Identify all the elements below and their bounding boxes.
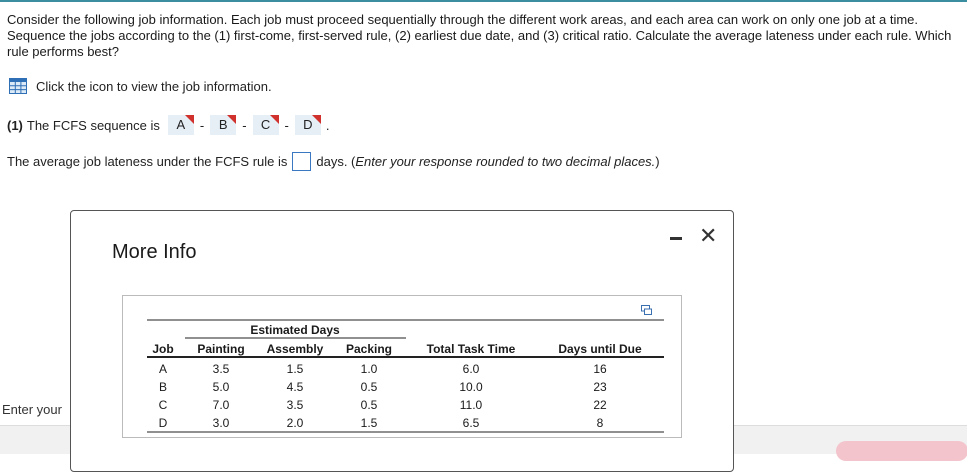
table-row: [159, 416, 604, 430]
question-text: Consider the following job information. Each job must proceed sequentially through the different work areas, and each area can work on only one job at a time. Sequence the jobs according to the (1) first-come, first-served rule, (2) earliest due date, and (3) critical ratio. Calculate the average lateness under each rule. Which rule performs best?: [7, 12, 952, 59]
dropdown-marker-icon: [312, 115, 321, 124]
table-cell: 0.5: [360, 380, 378, 394]
sequence-select-3-value: C: [260, 117, 271, 132]
table-cell: 3.5: [286, 398, 304, 412]
sequence-select-2[interactable]: [210, 115, 236, 135]
table-cell: 1.5: [286, 362, 304, 376]
job-info-link[interactable]: [9, 77, 272, 95]
table-cell: 22: [593, 398, 607, 412]
table-cell: 0.5: [360, 398, 378, 412]
footer-button[interactable]: [836, 441, 967, 461]
table-cell: 23: [593, 380, 607, 394]
fcfs-sequence-row: [7, 116, 330, 134]
dropdown-marker-icon: [185, 115, 194, 124]
table-cell: 11.0: [459, 398, 483, 412]
table-cell: 3.0: [212, 416, 230, 430]
group-header: Estimated Days: [250, 323, 340, 337]
avg-close: ): [655, 153, 660, 169]
sequence-select-1[interactable]: [168, 115, 194, 135]
column-header: Packing: [345, 342, 393, 356]
job-table-frame: [122, 295, 682, 438]
table-cell: 2.0: [286, 416, 304, 430]
column-header: Job: [152, 342, 174, 356]
part-number: (1): [7, 117, 23, 133]
column-header: Total Task Time: [426, 342, 516, 356]
sequence-select-4[interactable]: [295, 115, 321, 135]
table-cell: A: [158, 362, 168, 376]
table-cell: 3.5: [212, 362, 230, 376]
table-cell: 16: [593, 362, 607, 376]
sequence-separator: -: [284, 117, 289, 133]
table-row: [159, 380, 607, 394]
minimize-icon[interactable]: [670, 237, 682, 240]
column-header: Days until Due: [558, 342, 642, 356]
job-info-table: [123, 296, 681, 437]
dropdown-marker-icon: [227, 115, 236, 124]
answer-input[interactable]: [292, 152, 311, 171]
table-cell: 6.0: [462, 362, 480, 376]
average-lateness-row: [7, 151, 660, 171]
column-header: Painting: [197, 342, 245, 356]
table-cell: 8: [596, 416, 604, 430]
table-row: [159, 362, 607, 376]
table-cell: 10.0: [459, 380, 483, 394]
job-info-label: Click the icon to view the job information.: [36, 78, 272, 94]
table-icon[interactable]: [9, 78, 27, 94]
table-cell: 6.5: [462, 416, 480, 430]
top-accent-line: [0, 0, 967, 2]
close-icon[interactable]: ✕: [699, 223, 718, 248]
enter-prompt-text: Enter your: [2, 402, 62, 417]
table-cell: 4.5: [286, 380, 304, 394]
dropdown-marker-icon: [270, 115, 279, 124]
sequence-end: .: [325, 117, 330, 133]
table-cell: 5.0: [212, 380, 230, 394]
sequence-select-1-value: A: [176, 117, 186, 132]
sequence-select-4-value: D: [303, 117, 313, 132]
avg-suffix: days. (: [316, 153, 356, 169]
dialog-title: More Info: [112, 241, 197, 263]
column-header: Assembly: [266, 342, 324, 356]
table-row: [159, 398, 607, 412]
table-cell: D: [158, 416, 168, 430]
sequence-separator: -: [199, 117, 205, 133]
table-cell: C: [158, 398, 168, 412]
table-cell: B: [158, 380, 168, 394]
fcfs-label: The FCFS sequence is: [26, 117, 160, 133]
table-cell: 1.5: [360, 416, 378, 430]
sequence-separator: -: [242, 117, 247, 133]
sequence-select-2-value: B: [218, 117, 228, 132]
more-info-dialog: [70, 210, 734, 472]
avg-hint: Enter your response rounded to two decimal places.: [355, 153, 656, 169]
table-cell: 7.0: [212, 398, 230, 412]
table-cell: 1.0: [360, 362, 378, 376]
avg-label: The average job lateness under the FCFS rule is: [7, 153, 288, 169]
sequence-select-3[interactable]: [253, 115, 279, 135]
